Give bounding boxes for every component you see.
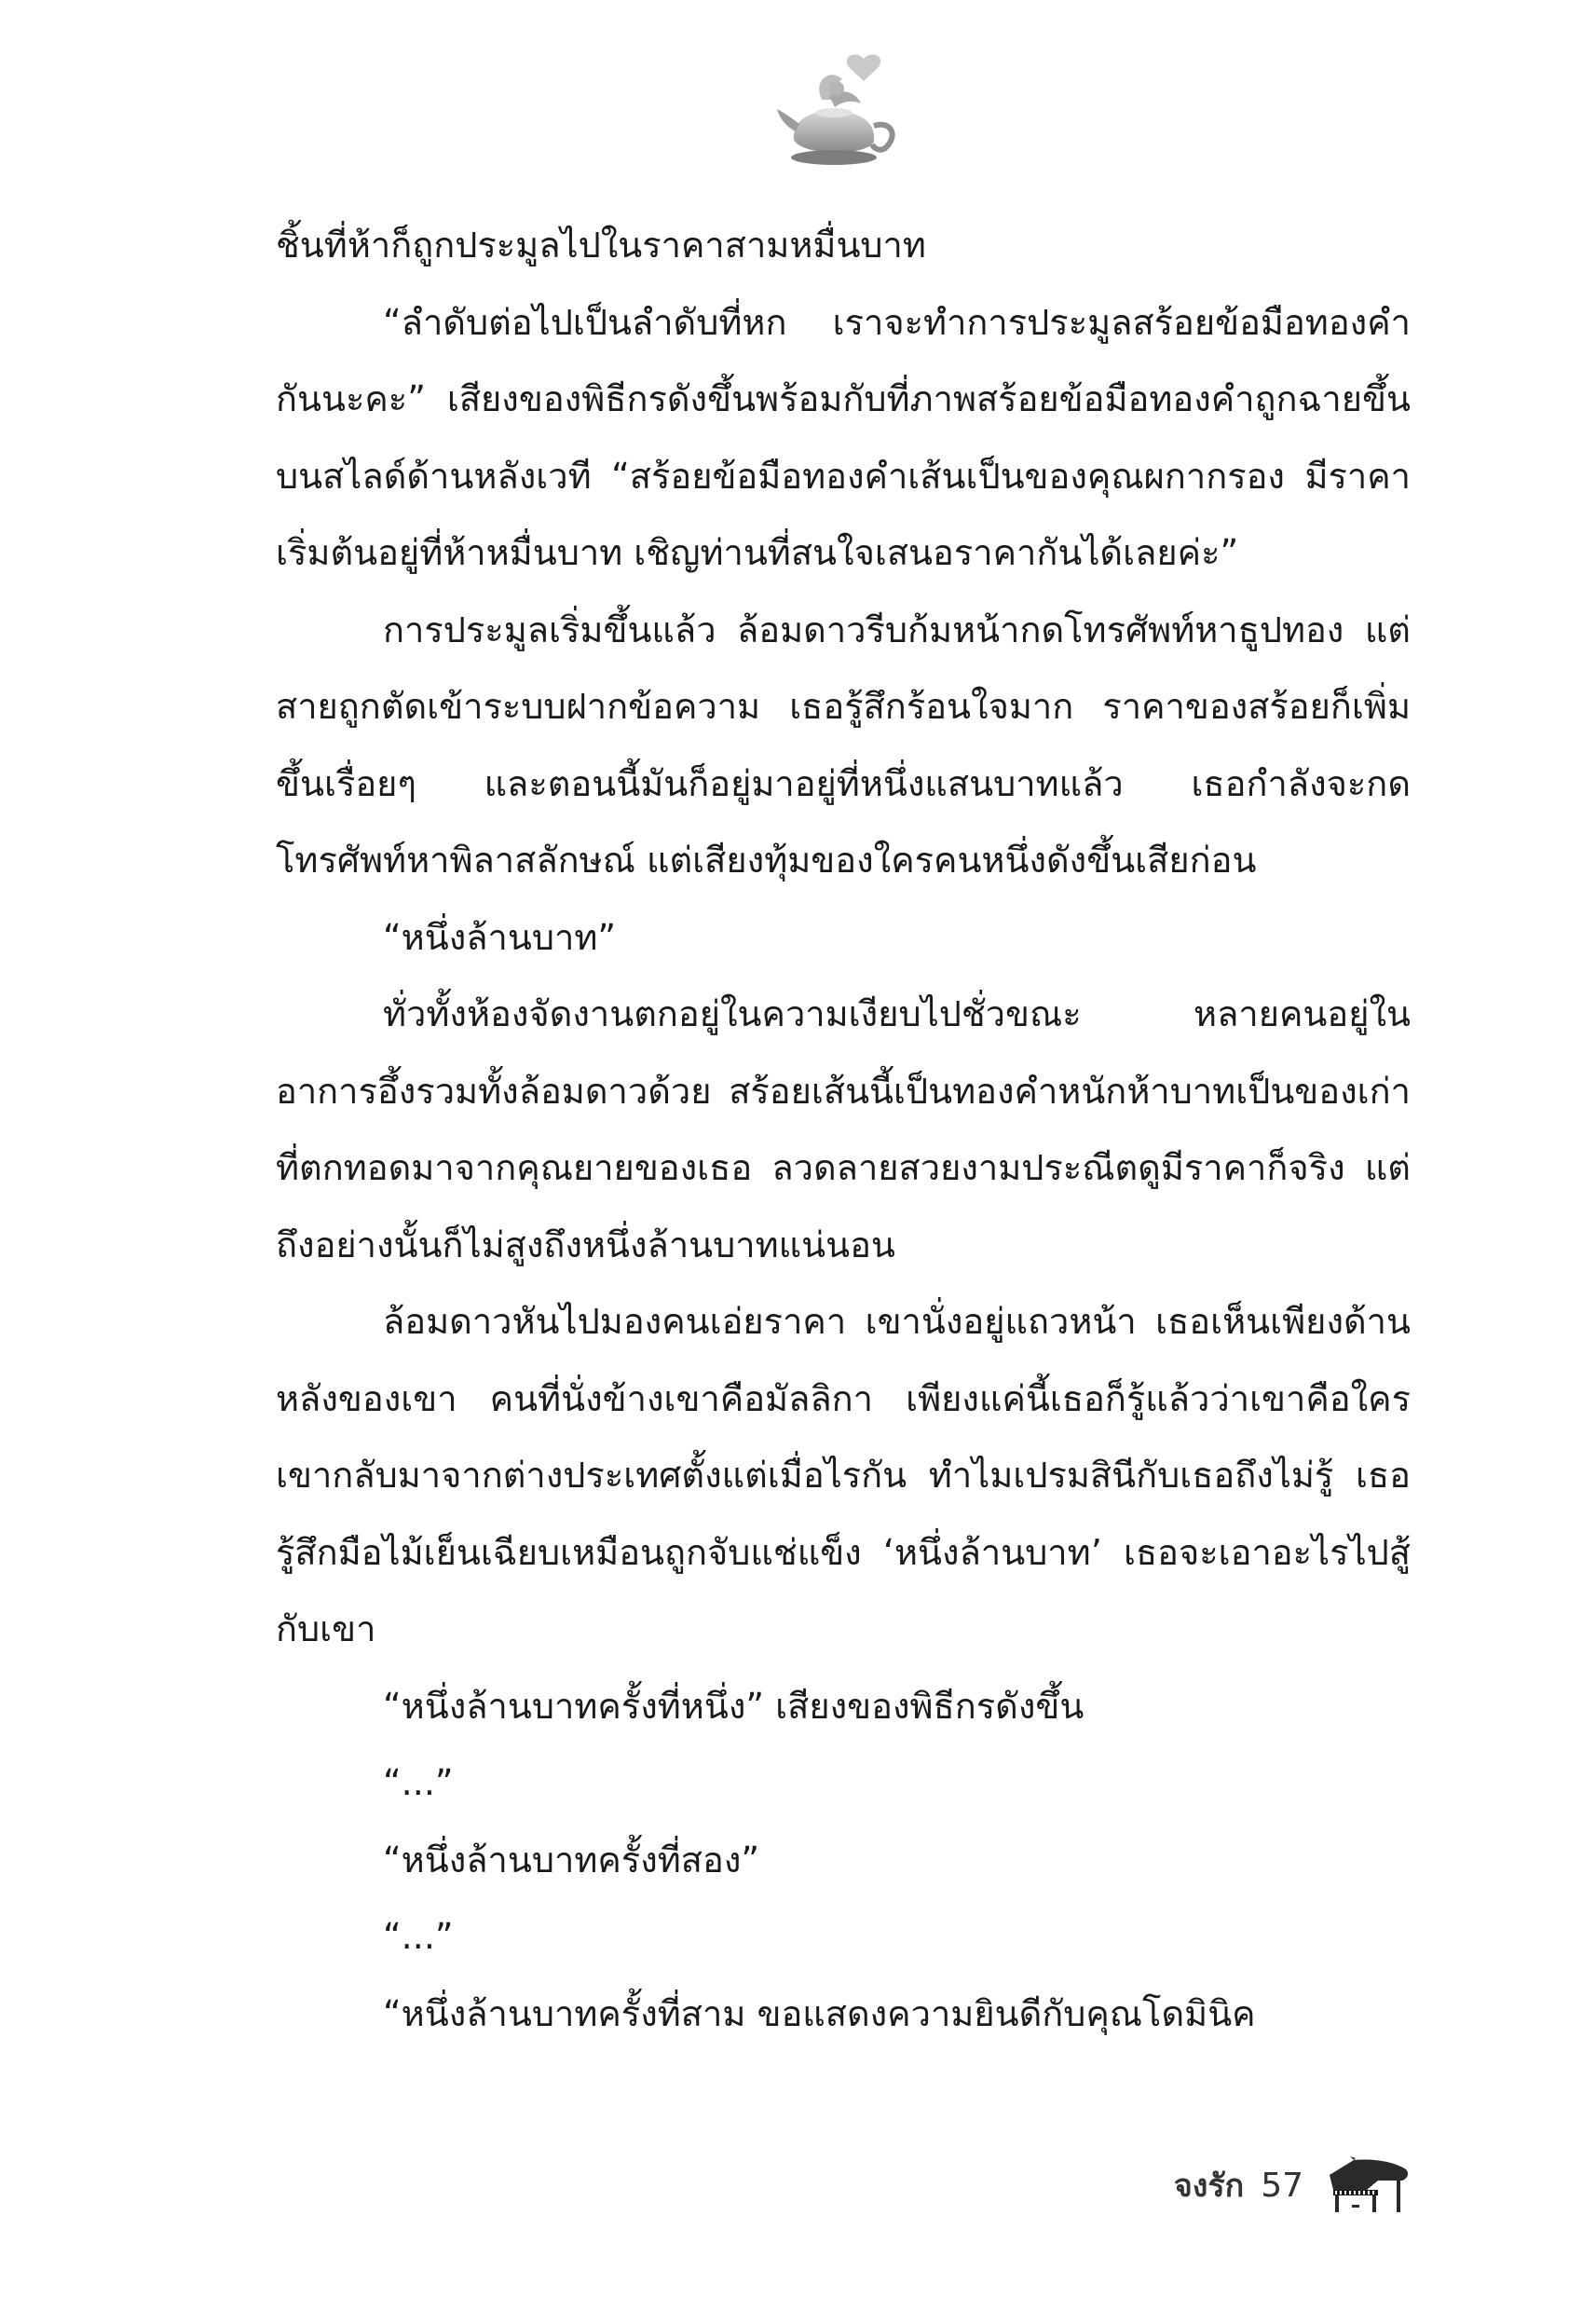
paragraph-5: ทั่วทั้งห้องจัดงานตกอยู่ในความเงียบไปชั่วขณะ หลายคนอยู่ในอาการอึ้งรวมทั้งล้อมดาวด้วย สร้อยเส้นนี้เป็นทองคำหนักห้าบาทเป็นของเก่าที่ตกทอดมาจากคุณยายของเธอ ลวดลายสวยงามประณีตดูมีราคาก็จริง แต่ถึงอย่างนั้นก็ไม่สูงถึงหนึ่งล้านบาทแน่นอน [276,993,1411,1265]
cupid-teapot-icon [775,51,901,172]
page-footer [1174,2153,1412,2218]
paragraph-9: “หนึ่งล้านบาทครั้งที่สอง” [383,1839,760,1880]
paragraph-2: “ลำดับต่อไปเป็นลำดับที่หก เราจะทำการประมูลสร้อยข้อมือทองคำกันนะคะ” เสียงของพิธีกรดังขึ้นพร้อมกับที่ภาพสร้อยข้อมือทองคำถูกฉายขึ้นบนสไลด์ด้านหลังเวที “สร้อยข้อมือทองคำเส้นเป็นของคุณผกากรอง มีราคาเริ่มต้นอยู่ที่ห้าหมื่นบาท เชิญท่านที่สนใจเสนอราคากันได้เลยค่ะ” [276,301,1411,573]
paragraph-6: ล้อมดาวหันไปมองคนเอ่ยราคา เขานั่งอยู่แถวหน้า เธอเห็นเพียงด้านหลังของเขา คนที่นั่งข้างเขาคือมัลลิกา เพียงแค่นี้เธอก็รู้แล้วว่าเขาคือใคร เขากลับมาจากต่างประเทศตั้งแต่เมื่อไรกัน ทำไมเปรมสินีกับเธอถึงไม่รู้ เธอรู้สึกมือไม้เย็นเฉียบเหมือนถูกจับแช่แข็ง ‘หนึ่งล้านบาท’ เธอจะเอาอะไรไปสู้กับเขา [276,1301,1411,1649]
paragraph-8: “...” [383,1762,454,1803]
paragraph-10: “...” [383,1916,454,1957]
body-text [276,207,1411,2052]
grand-piano-icon [1326,2156,1412,2214]
paragraph-7: “หนึ่งล้านบาทครั้งที่หนึ่ง” เสียงของพิธีกรดังขึ้น [383,1685,1084,1727]
book-title: จงรัก [1173,2167,1245,2205]
paragraph-1: ชิ้นที่ห้าก็ถูกประมูลไปในราคาสามหมื่นบาท [276,225,926,266]
paragraph-3: การประมูลเริ่มขึ้นแล้ว ล้อมดาวรีบก้มหน้ากดโทรศัพท์หาธูปทอง แต่สายถูกตัดเข้าระบบฝากข้อความ เธอรู้สึกร้อนใจมาก ราคาของสร้อยก็เพิ่มขึ้นเรื่อยๆ และตอนนี้มันก็อยู่มาอยู่ที่หนึ่งแสนบาทแล้ว เธอกำลังจะกดโทรศัพท์หาพิลาสลักษณ์ แต่เสียงทุ้มของใครคนหนึ่งดังขึ้นเสียก่อน [276,609,1411,881]
paragraph-4: “หนึ่งล้านบาท” [383,916,617,958]
page-number: 57 [1261,2166,1303,2205]
paragraph-11: “หนึ่งล้านบาทครั้งที่สาม ขอแสดงความยินดีกับคุณโดมินิค [383,1992,1256,2034]
